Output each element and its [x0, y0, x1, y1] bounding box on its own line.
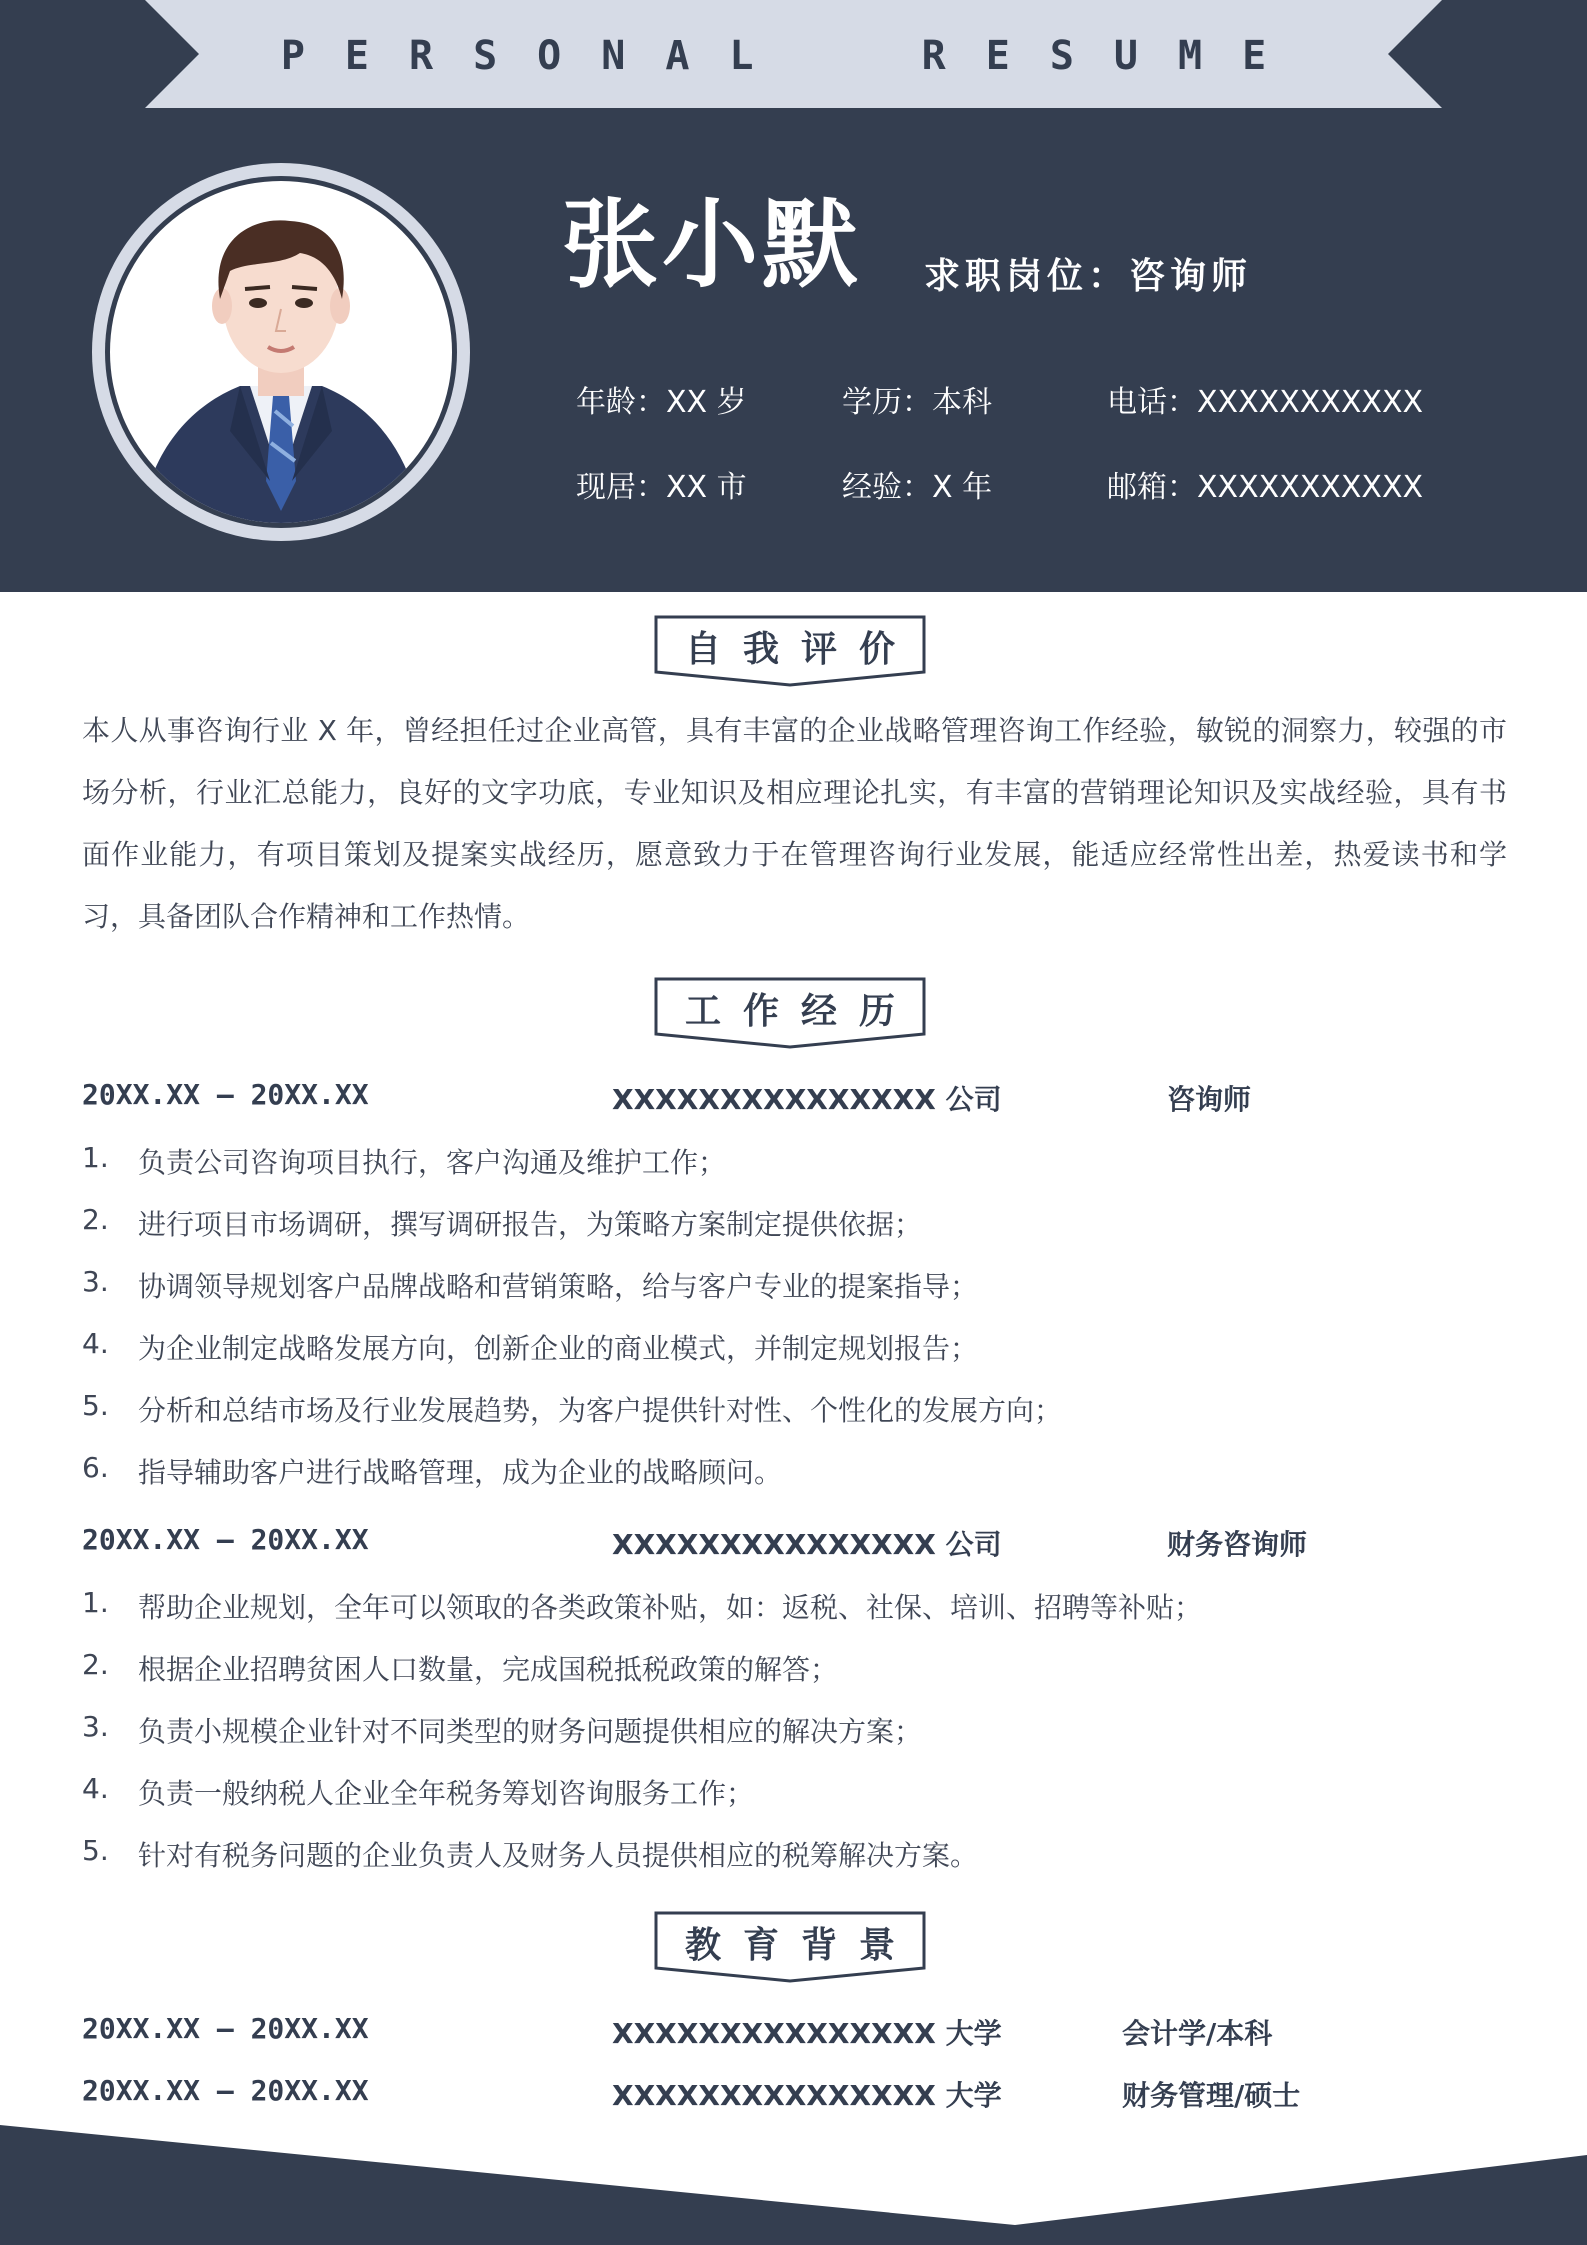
edu-school: XXXXXXXXXXXXXXX 大学 [612, 2017, 1002, 2050]
edu-period: 20XX.XX – 20XX.XX [82, 2012, 369, 2045]
resume-header [0, 0, 1587, 592]
education-row [82, 2074, 1507, 2114]
edu-school: XXXXXXXXXXXXXXX 大学 [612, 2079, 1002, 2112]
edu-major: 财务管理/硕士 [1122, 2079, 1301, 2112]
info-phone: 电话：XXXXXXXXXXX [1107, 385, 1424, 420]
title-banner [0, 0, 1587, 108]
banner-title: PERSONAL RESUME [280, 33, 1307, 79]
job-period: 20XX.XX – 20XX.XX [82, 1523, 369, 1556]
duty-item: 6. 指导辅助客户进行战略管理，成为企业的战略顾问。 [82, 1451, 783, 1489]
footer-decoration [0, 2120, 1587, 2245]
duty-item: 4. 为企业制定战略发展方向，创新企业的商业模式，并制定规划报告； [82, 1327, 979, 1365]
job-role: 咨询师 [1167, 1083, 1252, 1116]
education-row [82, 2012, 1507, 2052]
section-title-text: 自我评价 [684, 628, 917, 670]
info-email: 邮箱：XXXXXXXXXXX [1107, 470, 1424, 505]
job-row [82, 1078, 1507, 1118]
job-company: XXXXXXXXXXXXXXX 公司 [612, 1083, 1002, 1116]
section-title-text: 教育背景 [684, 1924, 917, 1966]
info-education: 学历：本科 [842, 385, 992, 420]
self-eval-text: 本人从事咨询行业 X 年，曾经担任过企业高管，具有丰富的企业战略管理咨询工作经验，敏锐的洞察力，较强的市场分析，行业汇总能力，良好的文字功底，专业知识及相应理论扎实，有丰富的营销理论知识及实战经验，具有书面作业能力，有项目策划及提案实战经历，愿意致力于在管理咨询行业发展，能适应经常性出差，热爱读书和学习，具备团队合作精神和工作热情。 [82, 714, 1507, 933]
duty-item: 1. 帮助企业规划，全年可以领取的各类政策补贴，如：返税、社保、培训、招聘等补贴； [82, 1586, 1203, 1624]
duty-item: 5. 分析和总结市场及行业发展趋势，为客户提供针对性、个性化的发展方向； [82, 1389, 1063, 1427]
section-title-text: 工作经历 [684, 990, 917, 1032]
duty-item: 2. 进行项目市场调研，撰写调研报告，为策略方案制定提供依据； [82, 1203, 923, 1241]
edu-major: 会计学/本科 [1122, 2017, 1273, 2050]
duty-item: 3. 负责小规模企业针对不同类型的财务问题提供相应的解决方案； [82, 1710, 923, 1748]
section-title-self-eval [654, 615, 926, 687]
duty-item: 2. 根据企业招聘贫困人口数量，完成国税抵税政策的解答； [82, 1648, 839, 1686]
info-experience: 经验：X 年 [842, 470, 993, 505]
duty-item: 5. 针对有税务问题的企业负责人及财务人员提供相应的税筹解决方案。 [82, 1834, 979, 1872]
info-location: 现居：XX 市 [576, 470, 747, 505]
avatar-frame [92, 163, 470, 541]
job-role: 财务咨询师 [1167, 1528, 1308, 1561]
avatar [110, 181, 452, 523]
candidate-name: 张小默 [562, 189, 862, 301]
duty-item: 4. 负责一般纳税人企业全年税务筹划咨询服务工作； [82, 1772, 755, 1810]
job-row [82, 1523, 1507, 1563]
info-age: 年龄：XX 岁 [576, 385, 747, 420]
section-title-education [654, 1911, 926, 1983]
job-period: 20XX.XX – 20XX.XX [82, 1078, 369, 1111]
edu-period: 20XX.XX – 20XX.XX [82, 2074, 369, 2107]
job-company: XXXXXXXXXXXXXXX 公司 [612, 1528, 1002, 1561]
duty-item: 3. 协调领导规划客户品牌战略和营销策略，给与客户专业的提案指导； [82, 1265, 979, 1303]
job-target: 求职岗位：咨询师 [924, 256, 1253, 297]
section-title-work [654, 977, 926, 1049]
duty-item: 1. 负责公司咨询项目执行，客户沟通及维护工作； [82, 1141, 727, 1179]
